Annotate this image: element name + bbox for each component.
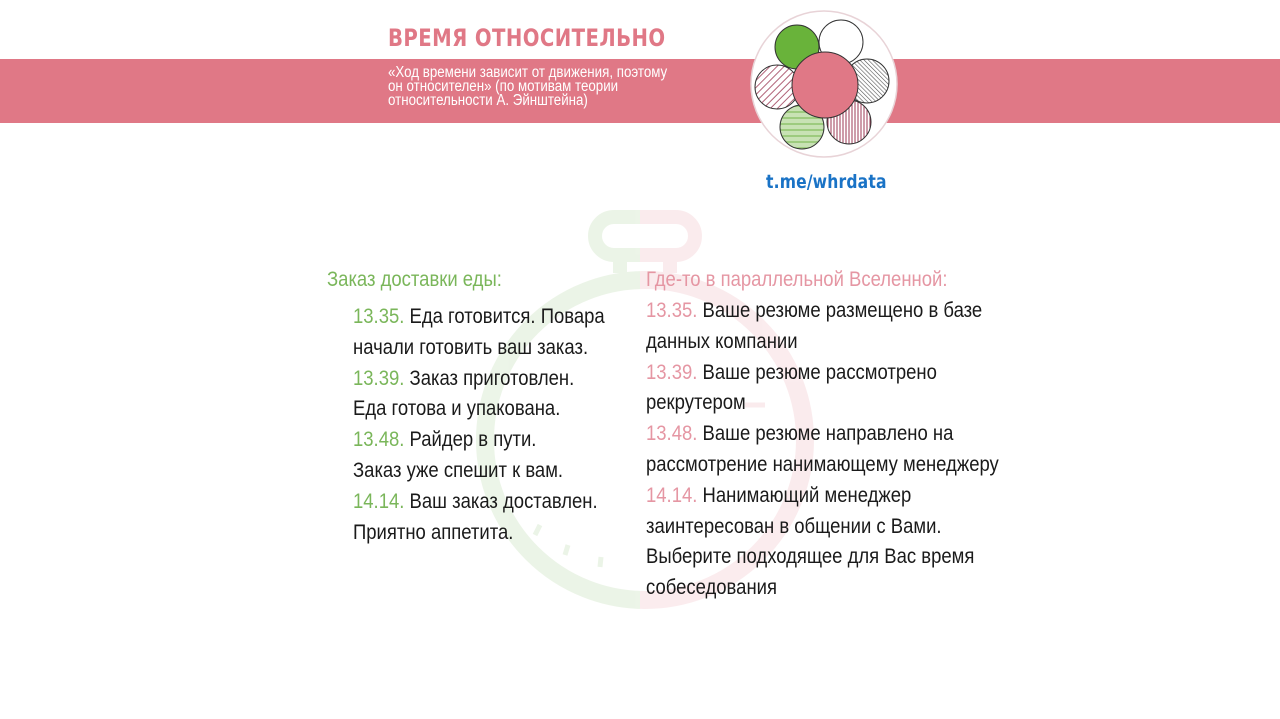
entry-text: Ваше резюме рассмотрено xyxy=(702,360,937,384)
entry-text: рекрутером xyxy=(646,391,746,415)
list-item xyxy=(646,481,999,512)
entry-time: 13.35. xyxy=(646,299,698,322)
entry-text: рассмотрение нанимающему менеджеру xyxy=(646,452,999,476)
page-title: ВРЕМЯ ОТНОСИТЕЛЬНО xyxy=(388,24,666,52)
entry-time: 14.14. xyxy=(353,489,405,513)
right-column-title: Где-то в параллельной Вселенной: xyxy=(646,268,948,291)
entry-text: Ваш заказ доставлен. xyxy=(409,489,598,513)
entry-time: 14.14. xyxy=(646,483,698,507)
list-item xyxy=(646,296,999,327)
entry-text: Райдер в пути. xyxy=(409,428,537,452)
entry-text: Нанимающий менеджер xyxy=(702,483,912,507)
entry-time: 13.39. xyxy=(353,366,405,390)
list-item xyxy=(353,364,605,395)
entry-text: Еда готовится. Повара xyxy=(409,305,605,328)
entry-time: 13.48. xyxy=(353,428,405,452)
entry-text: Еда готова и упакована. xyxy=(353,397,561,421)
list-item xyxy=(646,419,999,450)
list-item xyxy=(353,487,605,518)
list-item xyxy=(353,425,605,456)
entry-text: заинтересован в общении с Вами. xyxy=(646,514,942,538)
entry-text: Выберите подходящее для Вас время xyxy=(646,545,975,569)
subtitle-line: «Ход времени зависит от движения, поэтому xyxy=(388,64,668,81)
subtitle-line: он относителен» (по мотивам теории xyxy=(388,78,619,95)
entry-text: Заказ приготовлен. xyxy=(409,366,575,390)
entry-time: 13.35. xyxy=(353,305,405,328)
left-column-entries xyxy=(353,302,605,548)
left-column-title: Заказ доставки еды: xyxy=(327,268,502,291)
flower-logo-icon xyxy=(749,9,899,159)
list-item xyxy=(353,302,605,333)
entry-text: Ваше резюме размещено в базе xyxy=(702,299,983,322)
entry-text: собеседования xyxy=(646,576,777,600)
list-item xyxy=(646,358,999,389)
subtitle-quote xyxy=(388,66,732,108)
right-column-entries xyxy=(646,296,999,604)
entry-text: Заказ уже спешит к вам. xyxy=(353,458,564,482)
subtitle-line: относительности А. Эйнштейна) xyxy=(388,92,588,109)
entry-text: Приятно аппетита. xyxy=(353,520,514,544)
entry-time: 13.48. xyxy=(646,422,698,446)
telegram-link[interactable]: t.me/whrdata xyxy=(766,171,887,193)
entry-text: данных компании xyxy=(646,329,798,353)
entry-text: начали готовить ваш заказ. xyxy=(353,335,589,359)
entry-text: Ваше резюме направлено на xyxy=(702,422,954,446)
entry-time: 13.39. xyxy=(646,360,698,384)
